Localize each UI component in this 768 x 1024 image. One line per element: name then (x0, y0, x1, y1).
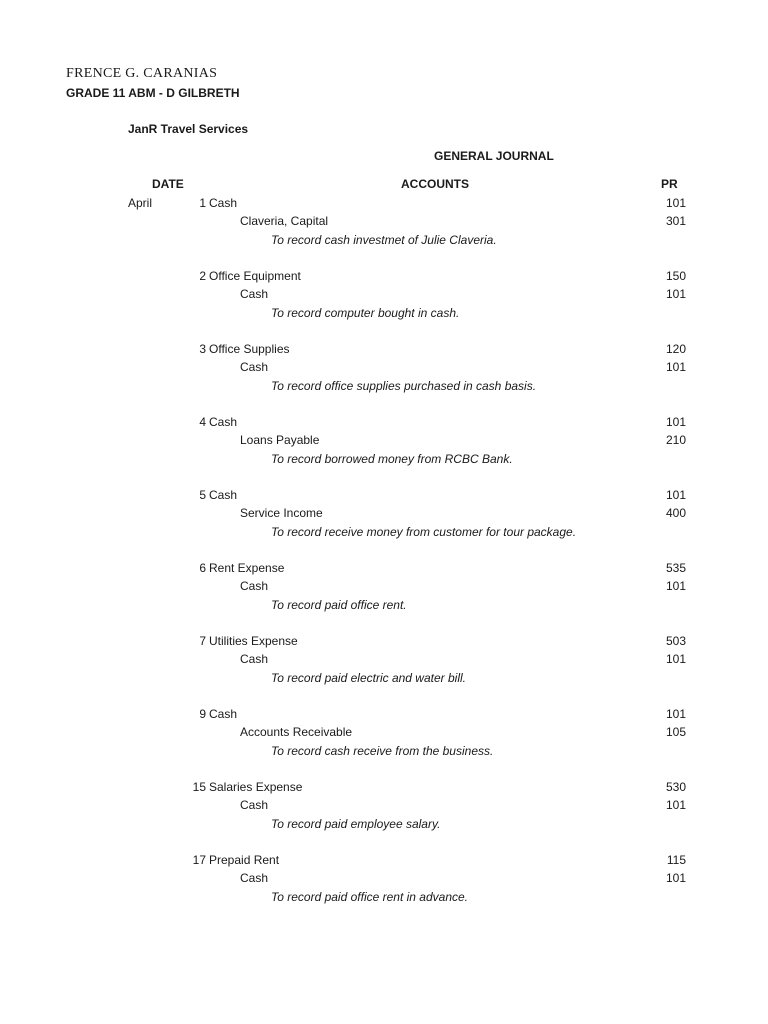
credit-row (0, 358, 768, 376)
credit-account: Cash (240, 287, 269, 302)
credit-row (0, 723, 768, 741)
journal-entry (0, 340, 768, 413)
entry-day: 6 (199, 561, 206, 575)
debit-row (0, 632, 768, 650)
entry-day: 5 (199, 488, 206, 502)
credit-account: Cash (240, 652, 269, 667)
journal-entry (0, 267, 768, 340)
entry-memo: To record receive money from customer for tour package. (271, 524, 577, 539)
credit-row (0, 504, 768, 522)
entry-day: 15 (192, 780, 206, 794)
entry-memo: To record cash receive from the business. (271, 743, 494, 758)
journal-entry (0, 486, 768, 559)
credit-row (0, 650, 768, 668)
entry-memo: To record computer bought in cash. (271, 305, 460, 320)
debit-pr: 101 (665, 415, 686, 429)
journal-entry (0, 778, 768, 851)
credit-row (0, 869, 768, 887)
debit-account: Office Equipment (209, 269, 301, 283)
memo-row (0, 304, 768, 322)
journal-entries (0, 194, 768, 924)
credit-account: Loans Payable (240, 433, 320, 448)
debit-row (0, 194, 768, 212)
memo-row (0, 888, 768, 906)
debit-row (0, 267, 768, 285)
credit-pr: 101 (665, 652, 686, 667)
debit-pr: 101 (665, 488, 686, 502)
debit-row (0, 486, 768, 504)
journal-entry (0, 705, 768, 778)
entry-memo: To record paid office rent in advance. (271, 889, 469, 904)
column-header-accounts: ACCOUNTS (401, 177, 469, 191)
credit-row (0, 577, 768, 595)
entry-day: 17 (192, 853, 206, 867)
credit-row (0, 285, 768, 303)
journal-entry (0, 559, 768, 632)
credit-pr: 301 (665, 214, 686, 229)
entry-memo: To record borrowed money from RCBC Bank. (271, 451, 513, 466)
debit-pr: 115 (666, 853, 686, 867)
debit-row (0, 851, 768, 869)
entry-memo: To record paid office rent. (271, 597, 407, 612)
credit-account: Claveria, Capital (240, 214, 329, 229)
journal-entry (0, 413, 768, 486)
debit-pr: 101 (665, 707, 686, 721)
credit-pr: 101 (665, 798, 686, 813)
credit-account: Service Income (240, 506, 323, 521)
entry-memo: To record cash investmet of Julie Claveria. (271, 232, 497, 247)
credit-pr: 400 (665, 506, 686, 521)
entry-day: 3 (199, 342, 206, 356)
memo-row (0, 596, 768, 614)
debit-pr: 503 (665, 634, 686, 648)
credit-pr: 101 (665, 579, 686, 594)
column-header-pr: PR (661, 177, 678, 191)
entry-day: 1 (199, 196, 206, 210)
debit-account: Cash (209, 415, 238, 429)
debit-row (0, 559, 768, 577)
credit-pr: 101 (665, 360, 686, 375)
memo-row (0, 377, 768, 395)
debit-account: Cash (209, 707, 238, 721)
debit-pr: 150 (665, 269, 686, 283)
entry-memo: To record paid electric and water bill. (271, 670, 466, 685)
entry-memo: To record paid employee salary. (271, 816, 441, 831)
debit-pr: 530 (665, 780, 686, 794)
journal-entry (0, 194, 768, 267)
journal-title: GENERAL JOURNAL (434, 149, 554, 163)
entry-day: 9 (199, 707, 206, 721)
debit-row (0, 705, 768, 723)
debit-account: Prepaid Rent (209, 853, 280, 867)
credit-row (0, 431, 768, 449)
debit-pr: 101 (665, 196, 686, 210)
entry-memo: To record office supplies purchased in cash basis. (271, 378, 537, 393)
debit-account: Rent Expense (209, 561, 285, 575)
debit-row (0, 340, 768, 358)
memo-row (0, 523, 768, 541)
debit-account: Utilities Expense (209, 634, 298, 648)
memo-row (0, 231, 768, 249)
month-label: April (128, 196, 153, 210)
debit-account: Cash (209, 488, 238, 502)
column-header-date: DATE (152, 177, 184, 191)
credit-account: Cash (240, 871, 269, 886)
author-section: GRADE 11 ABM - D GILBRETH (66, 86, 240, 100)
author-name: FRENCE G. CARANIAS (66, 66, 218, 81)
credit-account: Cash (240, 579, 269, 594)
debit-pr: 120 (665, 342, 686, 356)
journal-entry (0, 851, 768, 924)
memo-row (0, 669, 768, 687)
credit-pr: 101 (665, 287, 686, 302)
credit-row (0, 796, 768, 814)
debit-row (0, 778, 768, 796)
memo-row (0, 742, 768, 760)
company-name: JanR Travel Services (128, 122, 249, 136)
credit-row (0, 212, 768, 230)
credit-account: Accounts Receivable (240, 725, 353, 740)
entry-day: 7 (199, 634, 206, 648)
debit-pr: 535 (665, 561, 686, 575)
memo-row (0, 450, 768, 468)
credit-account: Cash (240, 360, 269, 375)
debit-row (0, 413, 768, 431)
debit-account: Salaries Expense (209, 780, 303, 794)
debit-account: Cash (209, 196, 238, 210)
entry-day: 4 (199, 415, 206, 429)
credit-pr: 105 (665, 725, 686, 740)
entry-day: 2 (199, 269, 206, 283)
credit-pr: 210 (665, 433, 686, 448)
journal-entry (0, 632, 768, 705)
credit-pr: 101 (665, 871, 686, 886)
credit-account: Cash (240, 798, 269, 813)
debit-account: Office Supplies (209, 342, 290, 356)
memo-row (0, 815, 768, 833)
